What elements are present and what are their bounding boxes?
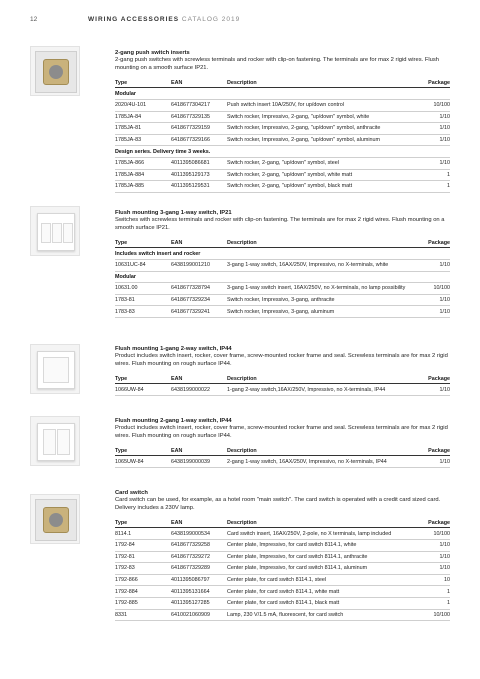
column-header-ean: EAN bbox=[171, 374, 227, 384]
section-content bbox=[115, 50, 450, 193]
cell-ean: 4011395129173 bbox=[171, 169, 227, 181]
table-row bbox=[115, 111, 450, 123]
cell-description: Switch rocker, 2-gang, "up/down" symbol, steel bbox=[227, 157, 416, 169]
cell-description: Center plate, for card switch 8114.1, black matt bbox=[227, 597, 416, 609]
cell-ean: 6438199000534 bbox=[171, 528, 227, 540]
cell-description: 3-gang 1-way switch, 16AX/250V, Impressivo, no X-terminals, white bbox=[227, 259, 416, 271]
table-row bbox=[115, 294, 450, 306]
table-group-row bbox=[115, 146, 450, 158]
cell-description: Center plate, Impressivo, for card switch 8114.1, anthracite bbox=[227, 551, 416, 563]
cell-description: Switch rocker, Impressivo, 3-gang, anthracite bbox=[227, 294, 416, 306]
cell-ean: 6438199000039 bbox=[171, 456, 227, 468]
column-header-package: Package bbox=[416, 78, 450, 88]
table-row bbox=[115, 586, 450, 598]
group-label: Includes switch insert and rocker bbox=[115, 248, 450, 260]
cell-description: Switch rocker, Impressivo, 2-gang, "up/down" symbol, white bbox=[227, 111, 416, 123]
section-content bbox=[115, 490, 450, 621]
cell-type: 1065UW-84 bbox=[115, 456, 171, 468]
table-row bbox=[115, 597, 450, 609]
table-header-row bbox=[115, 446, 450, 456]
catalog-title-light: CATALOG 2019 bbox=[181, 15, 241, 23]
cell-package: 1/10 bbox=[416, 157, 450, 169]
cell-type: 1792-83 bbox=[115, 563, 171, 575]
page-number: 12 bbox=[30, 15, 38, 23]
product-image-3gang-switch bbox=[30, 206, 80, 256]
cell-type: 1792-884 bbox=[115, 586, 171, 598]
cell-ean: 6418677329241 bbox=[171, 306, 227, 318]
column-header-type: Type bbox=[115, 238, 171, 248]
cell-package: 1 bbox=[416, 169, 450, 181]
section-description: 2-gang push switches with screwless terminals and rocker with clip-on fastening. The terminals are for max 2 rigid wires. Flush mounting on a smooth surface IP21. bbox=[115, 57, 440, 71]
cell-type: 1792-84 bbox=[115, 539, 171, 551]
column-header-ean: EAN bbox=[171, 518, 227, 528]
column-header-type: Type bbox=[115, 374, 171, 384]
catalog-title bbox=[88, 16, 240, 23]
cell-package: 10/100 bbox=[416, 609, 450, 621]
cell-package: 10/100 bbox=[416, 283, 450, 295]
table-row bbox=[115, 181, 450, 193]
cell-description: Switch rocker, Impressivo, 2-gang, "up/down" symbol, aluminum bbox=[227, 134, 416, 146]
column-header-description: Description bbox=[227, 374, 416, 384]
table-row bbox=[115, 574, 450, 586]
cell-type: 1785JA-884 bbox=[115, 169, 171, 181]
cell-type: 2020/4U-101 bbox=[115, 99, 171, 111]
product-table bbox=[115, 238, 450, 318]
column-header-type: Type bbox=[115, 518, 171, 528]
cell-description: Switch rocker, 2-gang, "up/down" symbol, white matt bbox=[227, 169, 416, 181]
group-label: Modular bbox=[115, 88, 450, 100]
cell-description: Switch rocker, Impressivo, 3-gang, aluminum bbox=[227, 306, 416, 318]
cell-package: 1/10 bbox=[416, 259, 450, 271]
table-row bbox=[115, 456, 450, 468]
cell-type: 1066UW-84 bbox=[115, 384, 171, 396]
column-header-package: Package bbox=[416, 518, 450, 528]
table-row bbox=[115, 169, 450, 181]
table-row bbox=[115, 134, 450, 146]
cell-ean: 6418677329258 bbox=[171, 539, 227, 551]
cell-description: Center plate, for card switch 8114.1, white matt bbox=[227, 586, 416, 598]
cell-description: 1-gang 2-way switch,16AX/250V, Impressivo, no X-terminals, IP44 bbox=[227, 384, 416, 396]
product-image-card-switch bbox=[30, 494, 80, 544]
column-header-type: Type bbox=[115, 446, 171, 456]
cell-description: Center plate, Impressivo, for card switch 8114.1, aluminum bbox=[227, 563, 416, 575]
section-title: Flush mounting 3-gang 1-way switch, IP21 bbox=[115, 210, 232, 216]
cell-ean: 6418677329289 bbox=[171, 563, 227, 575]
cell-package: 10/100 bbox=[416, 528, 450, 540]
cell-ean: 6410021060909 bbox=[171, 609, 227, 621]
table-header-row bbox=[115, 78, 450, 88]
table-header-row bbox=[115, 374, 450, 384]
column-header-package: Package bbox=[416, 374, 450, 384]
product-table bbox=[115, 518, 450, 621]
cell-package: 1/10 bbox=[416, 563, 450, 575]
cell-package: 1/10 bbox=[416, 551, 450, 563]
cell-description: Switch rocker, 2-gang, "up/down" symbol, black matt bbox=[227, 181, 416, 193]
cell-package: 1/10 bbox=[416, 306, 450, 318]
product-image-1gang-ip44 bbox=[30, 344, 80, 394]
cell-description: Center plate, Impressivo, for card switch 8114.1, white bbox=[227, 539, 416, 551]
cell-description: Center plate, for card switch 8114.1, steel bbox=[227, 574, 416, 586]
product-table bbox=[115, 446, 450, 468]
cell-ean: 4011395086681 bbox=[171, 157, 227, 169]
cell-package: 10 bbox=[416, 574, 450, 586]
section-description: Switches with screwless terminals and rocker with clip-on fastening. The terminals are for max 2 rigid wires. Flush mounting on a smooth surface IP21. bbox=[115, 217, 445, 231]
cell-description: Card switch insert, 16AX/250V, 2-pole, no X terminals, lamp included bbox=[227, 528, 416, 540]
cell-package: 10/100 bbox=[416, 99, 450, 111]
section-content bbox=[115, 210, 450, 318]
product-table bbox=[115, 78, 450, 193]
cell-type: 1785JA-83 bbox=[115, 134, 171, 146]
cell-ean: 4011395131664 bbox=[171, 586, 227, 598]
cell-type: 10631UC-84 bbox=[115, 259, 171, 271]
cell-ean: 4011395127285 bbox=[171, 597, 227, 609]
cell-type: 1783-83 bbox=[115, 306, 171, 318]
cell-package: 1/10 bbox=[416, 539, 450, 551]
cell-package: 1 bbox=[416, 586, 450, 598]
section-description: Product includes switch insert, rocker, cover frame, screw-mounted rocker frame and seal. Screwless terminals are for max 2 rigid wires. Flush mounting on rough surface IP44. bbox=[115, 425, 448, 439]
table-group-row bbox=[115, 271, 450, 283]
table-row bbox=[115, 528, 450, 540]
table-header-row bbox=[115, 238, 450, 248]
column-header-type: Type bbox=[115, 78, 171, 88]
table-row bbox=[115, 123, 450, 135]
column-header-description: Description bbox=[227, 446, 416, 456]
table-row bbox=[115, 563, 450, 575]
cell-description: Lamp, 230 V/1.5 mA, fluorescent, for card switch bbox=[227, 609, 416, 621]
column-header-description: Description bbox=[227, 518, 416, 528]
cell-ean: 6418677329166 bbox=[171, 134, 227, 146]
cell-ean: 6438199001210 bbox=[171, 259, 227, 271]
column-header-description: Description bbox=[227, 238, 416, 248]
table-group-row bbox=[115, 248, 450, 260]
section-description: Card switch can be used, for example, as a hotel room "main switch". The card switch is operated with a credit card sized card. Delivery includes a 230V lamp. bbox=[115, 497, 441, 511]
cell-ean: 6418677328794 bbox=[171, 283, 227, 295]
cell-description: Push switch insert 10A/250V, for up/down control bbox=[227, 99, 416, 111]
group-label: Modular bbox=[115, 271, 450, 283]
cell-type: 1785JA-81 bbox=[115, 123, 171, 135]
cell-package: 1/10 bbox=[416, 111, 450, 123]
cell-package: 1/10 bbox=[416, 294, 450, 306]
table-row bbox=[115, 384, 450, 396]
cell-description: 2-gang 1-way switch, 16AX/250V, Impressivo, no X-terminals, IP44 bbox=[227, 456, 416, 468]
table-row bbox=[115, 306, 450, 318]
column-header-package: Package bbox=[416, 446, 450, 456]
cell-type: 1792-81 bbox=[115, 551, 171, 563]
product-image-2gang-ip44 bbox=[30, 416, 80, 466]
table-header-row bbox=[115, 518, 450, 528]
cell-package: 1/10 bbox=[416, 456, 450, 468]
cell-type: 8331 bbox=[115, 609, 171, 621]
cell-type: 1785JA-885 bbox=[115, 181, 171, 193]
cell-ean: 6418677329135 bbox=[171, 111, 227, 123]
table-row bbox=[115, 157, 450, 169]
column-header-description: Description bbox=[227, 78, 416, 88]
column-header-ean: EAN bbox=[171, 446, 227, 456]
page-header bbox=[30, 14, 240, 24]
table-row bbox=[115, 259, 450, 271]
product-image-push-switch bbox=[30, 46, 80, 96]
cell-type: 1785JA-84 bbox=[115, 111, 171, 123]
column-header-ean: EAN bbox=[171, 238, 227, 248]
cell-package: 1/10 bbox=[416, 384, 450, 396]
section-title: Flush mounting 2-gang 1-way switch, IP44 bbox=[115, 418, 232, 424]
table-row bbox=[115, 609, 450, 621]
product-table bbox=[115, 374, 450, 396]
cell-ean: 6418677329234 bbox=[171, 294, 227, 306]
catalog-title-bold: WIRING ACCESSORIES bbox=[88, 15, 180, 23]
cell-package: 1/10 bbox=[416, 134, 450, 146]
cell-ean: 6418677329272 bbox=[171, 551, 227, 563]
section-title: 2-gang push switch inserts bbox=[115, 50, 190, 56]
section-content bbox=[115, 346, 450, 396]
column-header-ean: EAN bbox=[171, 78, 227, 88]
cell-type: 1792-885 bbox=[115, 597, 171, 609]
table-row bbox=[115, 283, 450, 295]
section-title: Flush mounting 1-gang 2-way switch, IP44 bbox=[115, 346, 232, 352]
cell-description: 3-gang 1-way switch insert, 16AX/250V, no X-terminals, no lamp possibility bbox=[227, 283, 416, 295]
section-title: Card switch bbox=[115, 490, 148, 496]
cell-ean: 6438199000022 bbox=[171, 384, 227, 396]
cell-description: Switch rocker, Impressivo, 2-gang, "up/down" symbol, anthracite bbox=[227, 123, 416, 135]
cell-type: 10631.00 bbox=[115, 283, 171, 295]
table-group-row bbox=[115, 88, 450, 100]
cell-type: 1785JA-866 bbox=[115, 157, 171, 169]
cell-ean: 4011395129531 bbox=[171, 181, 227, 193]
cell-type: 1792-866 bbox=[115, 574, 171, 586]
group-label: Design series. Delivery time 3 weeks. bbox=[115, 146, 450, 158]
section-content bbox=[115, 418, 450, 468]
cell-type: 1783-81 bbox=[115, 294, 171, 306]
cell-package: 1 bbox=[416, 181, 450, 193]
section-description: Product includes switch insert, rocker, cover frame, screw-mounted rocker frame and seal. Screwless terminals are for max 2 rigid wires. Flush mounting on rough surface IP44. bbox=[115, 353, 448, 367]
cell-ean: 4011395086797 bbox=[171, 574, 227, 586]
cell-ean: 6418677329159 bbox=[171, 123, 227, 135]
table-row bbox=[115, 551, 450, 563]
cell-package: 1/10 bbox=[416, 123, 450, 135]
table-row bbox=[115, 539, 450, 551]
cell-type: 8114.1 bbox=[115, 528, 171, 540]
cell-package: 1 bbox=[416, 597, 450, 609]
cell-ean: 6418677304217 bbox=[171, 99, 227, 111]
table-row bbox=[115, 99, 450, 111]
column-header-package: Package bbox=[416, 238, 450, 248]
